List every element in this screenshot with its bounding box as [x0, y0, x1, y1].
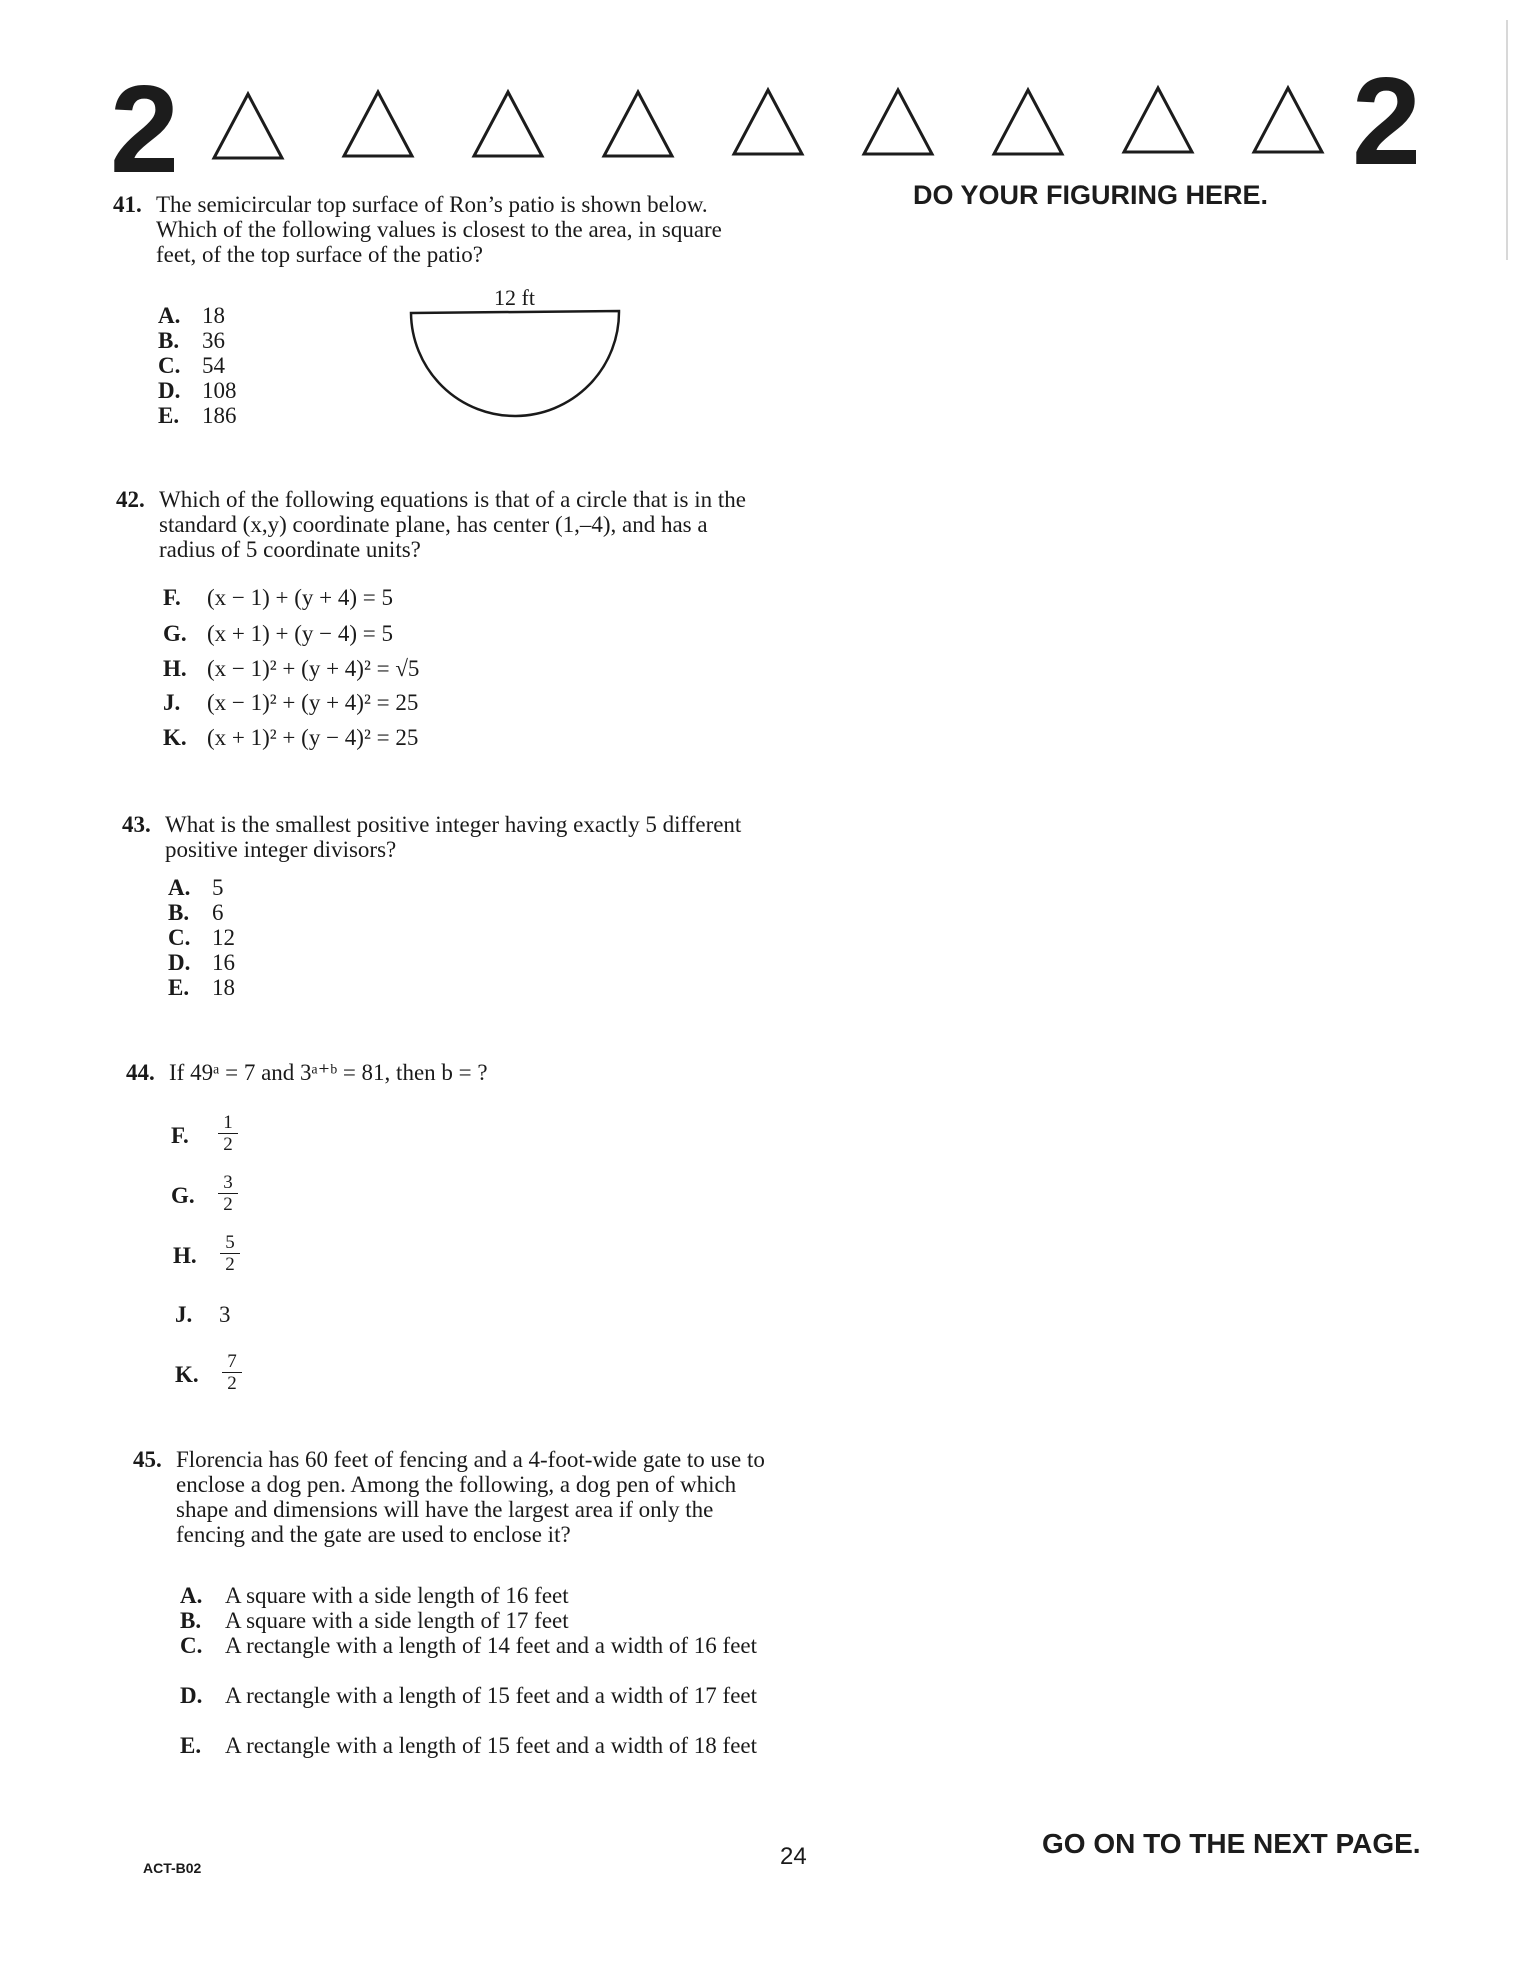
option-text: (x + 1)² + (y − 4)² = 25: [207, 725, 419, 750]
option-42-g[interactable]: [163, 621, 393, 646]
option-letter: K.: [175, 1362, 199, 1387]
option-text: 18: [202, 303, 225, 328]
option-text: A square with a side length of 17 feet: [225, 1608, 569, 1633]
option-45-d[interactable]: [180, 1683, 760, 1708]
option-44-k-fraction: [222, 1352, 242, 1393]
numerator: 1: [218, 1113, 238, 1134]
question-text: The semicircular top surface of Ron’s patio is shown below. Which of the following values is closest to the area, in square feet, of the top surface of the patio?: [156, 192, 722, 267]
triangle-icon: [994, 90, 1062, 154]
option-letter: J.: [175, 1302, 193, 1327]
question-number: 44.: [126, 1060, 155, 1085]
option-44-h-fraction: [220, 1233, 240, 1274]
option-41-c[interactable]: [158, 353, 225, 378]
question-number: 43.: [122, 812, 151, 837]
option-letter: F.: [171, 1123, 189, 1148]
triangle-icon: [474, 92, 542, 156]
option-text: (x − 1)² + (y + 4)² = √5: [207, 656, 420, 681]
question-41: [113, 192, 746, 267]
option-text: A rectangle with a length of 15 feet and a width of 17 feet: [225, 1683, 758, 1708]
option-44-j[interactable]: [175, 1302, 231, 1327]
option-44-f-fraction: [218, 1113, 238, 1154]
option-45-a[interactable]: [180, 1583, 740, 1608]
option-text: A rectangle with a length of 15 feet and a width of 18 feet: [225, 1733, 758, 1758]
option-45-c[interactable]: [180, 1633, 760, 1658]
denominator: 2: [223, 1194, 233, 1215]
option-letter: C.: [180, 1633, 203, 1658]
next-page-notice: GO ON TO THE NEXT PAGE.: [1042, 1828, 1421, 1859]
option-41-a[interactable]: [158, 303, 225, 328]
option-letter: B.: [168, 900, 190, 925]
option-44-k[interactable]: [175, 1362, 219, 1387]
page-number: 24: [780, 1843, 807, 1870]
semicircle-figure: [405, 305, 625, 425]
form-code: ACT-B02: [143, 1860, 202, 1876]
option-42-j[interactable]: [163, 690, 418, 715]
option-letter: B.: [158, 328, 180, 353]
option-letter: A.: [180, 1583, 203, 1608]
option-43-e[interactable]: [168, 975, 235, 1000]
option-letter: C.: [158, 353, 181, 378]
denominator: 2: [225, 1254, 235, 1275]
option-letter: D.: [158, 378, 181, 403]
option-44-g-fraction: [218, 1173, 238, 1214]
option-44-g[interactable]: [171, 1183, 215, 1208]
option-41-d[interactable]: [158, 378, 237, 403]
option-letter: K.: [163, 725, 187, 750]
question-43: [122, 812, 755, 862]
option-41-b[interactable]: [158, 328, 225, 353]
triangle-icon: [1254, 88, 1322, 152]
option-42-k[interactable]: [163, 725, 418, 750]
triangle-icon: [734, 90, 802, 154]
triangle-row: [210, 82, 1350, 162]
triangle-icon: [344, 92, 412, 156]
option-43-b[interactable]: [168, 900, 224, 925]
option-text: 36: [202, 328, 225, 353]
option-letter: E.: [180, 1733, 202, 1758]
option-text: 18: [212, 975, 235, 1000]
option-text: (x + 1) + (y − 4) = 5: [207, 621, 394, 646]
option-letter: E.: [158, 403, 180, 428]
option-text: 12: [212, 925, 235, 950]
option-text: (x − 1)² + (y + 4)² = 25: [207, 690, 419, 715]
option-letter: B.: [180, 1608, 202, 1633]
option-42-h[interactable]: [163, 656, 419, 681]
option-text: 5: [212, 875, 224, 900]
question-text: Which of the following equations is that of a circle that is in the standard (x,y) coordinate plane, has center (1,–4), and has a radius of 5 coordinate units?: [159, 487, 746, 562]
option-letter: F.: [163, 585, 181, 610]
question-number: 41.: [113, 192, 142, 217]
question-44: [126, 1060, 729, 1085]
option-text: A square with a side length of 16 feet: [225, 1583, 569, 1608]
figure-label: 12 ft: [494, 285, 535, 310]
section-number-left: 2: [110, 61, 179, 199]
option-43-a[interactable]: [168, 875, 224, 900]
option-letter: H.: [173, 1243, 197, 1268]
numerator: 5: [220, 1233, 240, 1254]
option-letter: H.: [163, 656, 187, 681]
option-44-f[interactable]: [171, 1123, 215, 1148]
triangle-icon: [604, 92, 672, 156]
option-letter: D.: [168, 950, 191, 975]
option-letter: G.: [171, 1183, 195, 1208]
question-42: [116, 487, 749, 562]
option-45-e[interactable]: [180, 1733, 760, 1758]
option-43-c[interactable]: [168, 925, 235, 950]
option-44-h[interactable]: [173, 1243, 217, 1268]
option-42-f[interactable]: [163, 585, 393, 610]
option-text: 186: [202, 403, 237, 428]
question-text: What is the smallest positive integer having exactly 5 different positive integer divisors?: [165, 812, 742, 862]
option-text: 16: [212, 950, 235, 975]
option-text: 108: [202, 378, 237, 403]
option-letter: C.: [168, 925, 191, 950]
triangle-icon: [864, 90, 932, 154]
denominator: 2: [223, 1134, 233, 1155]
denominator: 2: [227, 1373, 237, 1394]
option-41-e[interactable]: [158, 403, 237, 428]
option-letter: D.: [180, 1683, 203, 1708]
option-45-b[interactable]: [180, 1608, 740, 1633]
option-text: 6: [212, 900, 224, 925]
option-letter: G.: [163, 621, 187, 646]
option-letter: E.: [168, 975, 190, 1000]
option-text: A rectangle with a length of 14 feet and a width of 16 feet: [225, 1633, 758, 1658]
question-number: 42.: [116, 487, 145, 512]
scan-edge-line: [1506, 20, 1508, 260]
triangle-icon: [1124, 88, 1192, 152]
option-text: (x − 1) + (y + 4) = 5: [207, 585, 394, 610]
question-text: If 49ᵃ = 7 and 3ᵃ⁺ᵇ = 81, then b = ?: [169, 1060, 488, 1085]
option-text: 54: [202, 353, 225, 378]
numerator: 7: [222, 1352, 242, 1373]
question-number: 45.: [133, 1447, 162, 1472]
option-43-d[interactable]: [168, 950, 235, 975]
option-text: 3: [219, 1302, 231, 1327]
numerator: 3: [218, 1173, 238, 1194]
question-text: Florencia has 60 feet of fencing and a 4-foot-wide gate to use to enclose a dog pen. Among the following, a dog pen of which shape and dimensions will have the largest area if only the fencing and the gate are used to enclose it?: [176, 1447, 765, 1547]
figuring-label: DO YOUR FIGURING HERE.: [913, 180, 1269, 210]
triangle-icon: [214, 94, 282, 158]
option-letter: A.: [158, 303, 181, 328]
option-letter: J.: [163, 690, 181, 715]
question-45: [133, 1447, 766, 1547]
section-number-right: 2: [1352, 53, 1421, 191]
option-letter: A.: [168, 875, 191, 900]
